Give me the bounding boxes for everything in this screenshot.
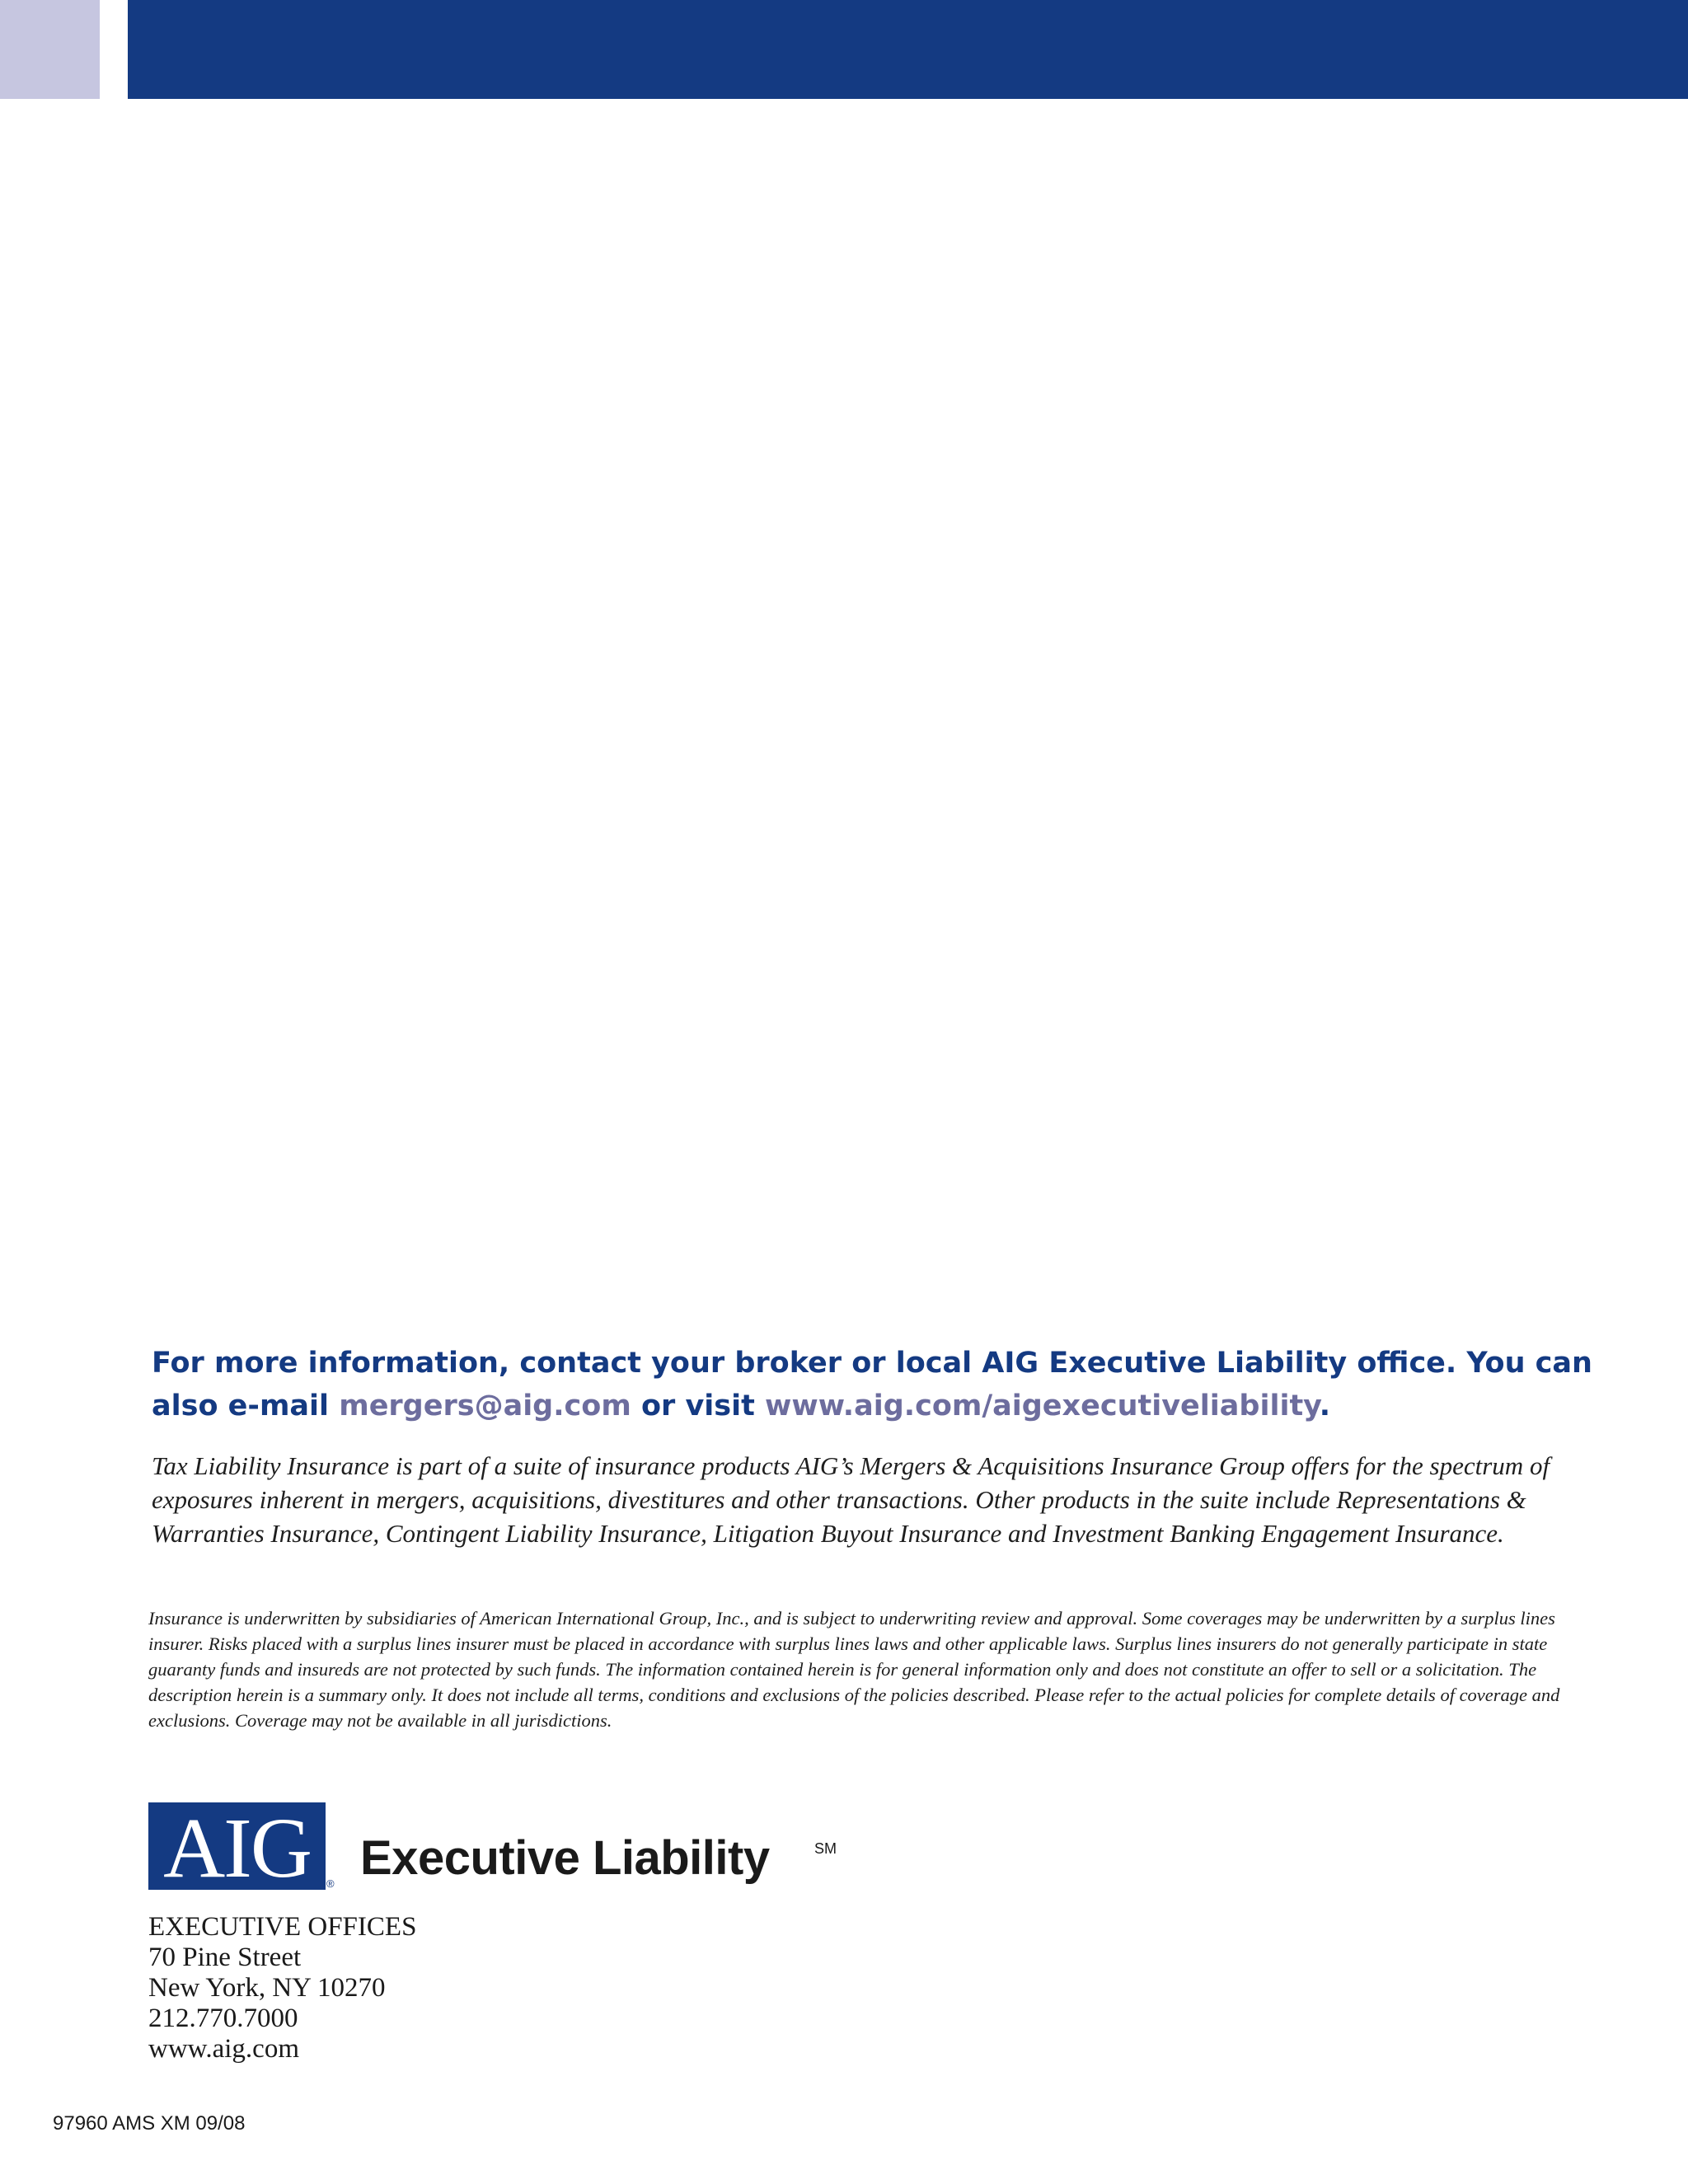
website-link[interactable]: www.aig.com/aigexecutiveliability — [765, 1390, 1320, 1422]
registered-mark: ® — [326, 1877, 335, 1890]
address-web[interactable]: www.aig.com — [148, 2034, 299, 2064]
header-accent-square — [0, 0, 100, 99]
header-band — [128, 0, 1688, 99]
aig-logo — [148, 1801, 326, 1896]
address-city: New York, NY 10270 — [148, 1973, 386, 2003]
contact-period: . — [1319, 1390, 1331, 1422]
aig-logo-text: AIG — [163, 1801, 311, 1896]
contact-or-visit: or visit — [631, 1390, 766, 1422]
address-phone: 212.770.7000 — [148, 2004, 298, 2033]
suite-paragraph: Tax Liability Insurance is part of a suite of insurance products AIG’s Mergers & Acquisitions Insurance Group offers for the spectrum of exposures inherent in mergers, acquisitions, divestitures and other transactions. Other products in the suite include Representations & Warranties Insurance, Contingent Liability Insurance, Litigation Buyout Insurance and Investment Banking Engagement Insurance. — [152, 1451, 1550, 1548]
brand-title: Executive Liability — [360, 1831, 770, 1885]
contact-info — [152, 1342, 1602, 1427]
legal-disclaimer: Insurance is underwritten by subsidiaries of American International Group, Inc., and is subject to underwriting review and approval. Some coverages may be underwritten by a surplus lines insurer. Risks placed with a surplus lines insurer must be placed in accordance with surplus lines laws and other applicable laws. Surplus lines insurers do not generally participate in state guaranty funds and insureds are not protected by such funds. The information contained herein is for general information only and does not constitute an offer to sell or a solicitation. The description herein is a summary only. It does not include all terms, conditions and exclusions of the policies described. Please refer to the actual policies for complete details of coverage and exclusions. Coverage may not be available in all jurisdictions. — [148, 1608, 1560, 1731]
address-block — [148, 1912, 416, 2064]
address-street: 70 Pine Street — [148, 1943, 302, 1972]
contact-text: For more information, contact your broker or local AIG Executive Liability office. You can also e-mail — [152, 1347, 1592, 1422]
service-mark: SM — [814, 1840, 837, 1857]
email-link[interactable]: mergers@aig.com — [339, 1390, 631, 1422]
address-heading: EXECUTIVE OFFICES — [148, 1912, 417, 1942]
job-code: 97960 AMS XM 09/08 — [53, 2112, 246, 2135]
